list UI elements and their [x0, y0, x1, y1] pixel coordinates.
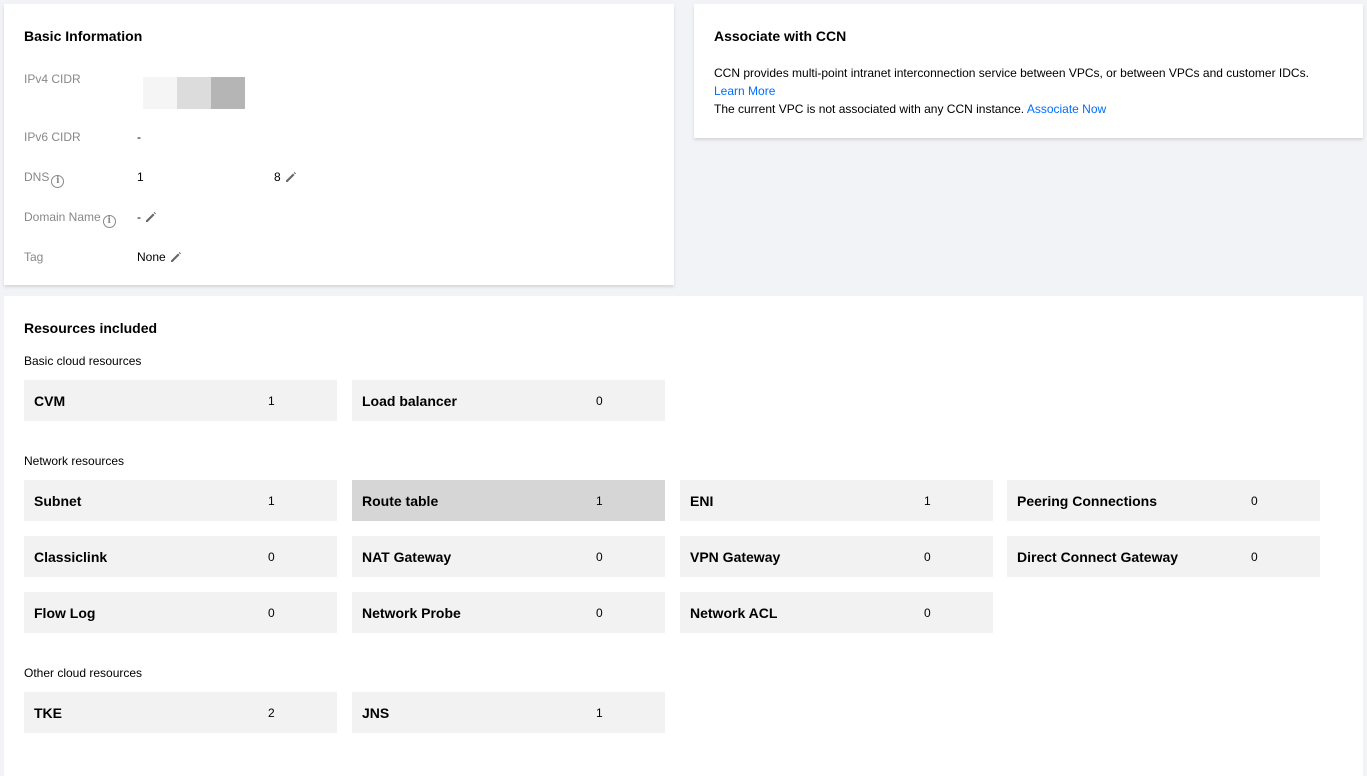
resource-card-classiclink[interactable] [24, 536, 337, 577]
resource-name: Flow Log [34, 605, 96, 621]
resource-count: 1 [596, 494, 603, 508]
resource-name: Peering Connections [1017, 493, 1158, 509]
dns-value-a: 1 [137, 170, 144, 184]
other-cloud-resources-label: Other cloud resources [24, 666, 143, 680]
resource-count: 1 [268, 494, 275, 508]
resource-card-cvm[interactable] [24, 380, 337, 421]
ipv6-cidr-label: IPv6 CIDR [24, 130, 81, 144]
network-resources-label: Network resources [24, 454, 125, 468]
resource-card-route-table[interactable] [352, 480, 665, 521]
basic-information-title: Basic Information [24, 28, 143, 44]
dns-label-group [24, 170, 64, 188]
domain-name-label: Domain Name [24, 210, 101, 224]
resources-included-panel [4, 296, 1363, 776]
resource-card-vpn-gateway[interactable] [680, 536, 993, 577]
resource-name: NAT Gateway [362, 549, 452, 565]
domain-name-label-group [24, 210, 116, 228]
resource-count: 0 [596, 394, 603, 408]
resource-name: Network ACL [690, 605, 778, 621]
domain-name-value: - [137, 210, 141, 224]
resource-card-load-balancer[interactable] [352, 380, 665, 421]
basic-cloud-resources-label: Basic cloud resources [24, 354, 142, 368]
resource-count: 0 [268, 606, 275, 620]
resource-name: Subnet [34, 493, 82, 509]
domain-name-value-group [137, 210, 158, 224]
resource-count: 1 [924, 494, 931, 508]
basic-information-panel [4, 4, 674, 285]
resource-name: CVM [34, 393, 66, 409]
resource-card-peering-connections[interactable] [1007, 480, 1320, 521]
ccn-status-line [714, 102, 1106, 116]
ccn-status-text: The current VPC is not associated with any CCN instance. [714, 102, 1025, 116]
resource-count: 0 [924, 606, 931, 620]
resource-name: ENI [690, 493, 714, 509]
resource-count: 2 [268, 706, 275, 720]
resource-card-network-probe[interactable] [352, 592, 665, 633]
resource-count: 1 [596, 706, 603, 720]
resource-name: Load balancer [362, 393, 457, 409]
domain-name-row [24, 210, 324, 230]
dns-row [24, 170, 324, 190]
resource-card-nat-gateway[interactable] [352, 536, 665, 577]
info-circle-icon[interactable]: i [51, 175, 64, 188]
resource-card-network-acl[interactable] [680, 592, 993, 633]
resource-card-jns[interactable] [352, 692, 665, 733]
resource-count: 0 [924, 550, 931, 564]
associate-ccn-panel [694, 4, 1363, 138]
resource-name: Classiclink [34, 549, 108, 565]
pencil-icon[interactable] [169, 250, 183, 264]
tag-row [24, 250, 324, 270]
tag-value-group [137, 250, 183, 264]
dns-value-group [274, 170, 298, 184]
resource-count: 0 [1251, 494, 1258, 508]
ccn-description: CCN provides multi-point intranet interconnection service between VPCs, or between VPCs and customer IDCs. [714, 66, 1309, 80]
ipv4-cidr-label: IPv4 CIDR [24, 72, 81, 86]
resource-card-tke[interactable] [24, 692, 337, 733]
pencil-icon[interactable] [284, 170, 298, 184]
dns-value-b: 8 [274, 170, 281, 184]
info-circle-icon[interactable]: i [103, 215, 116, 228]
resource-card-direct-connect-gateway[interactable] [1007, 536, 1320, 577]
associate-ccn-title: Associate with CCN [714, 28, 847, 44]
resources-included-title: Resources included [24, 320, 158, 336]
tag-label: Tag [24, 250, 44, 264]
resource-count: 0 [596, 606, 603, 620]
resource-name: JNS [362, 705, 390, 721]
resource-count: 1 [268, 394, 275, 408]
ipv6-cidr-value: - [137, 130, 141, 144]
resource-card-subnet[interactable] [24, 480, 337, 521]
resource-card-eni[interactable] [680, 480, 993, 521]
pencil-icon[interactable] [144, 210, 158, 224]
tag-value: None [137, 250, 166, 264]
resource-count: 0 [268, 550, 275, 564]
resource-count: 0 [596, 550, 603, 564]
resource-name: Direct Connect Gateway [1017, 549, 1179, 565]
resource-name: Route table [362, 493, 439, 509]
resource-name: VPN Gateway [690, 549, 781, 565]
associate-now-link[interactable]: Associate Now [1026, 102, 1107, 116]
dns-label: DNS [24, 170, 50, 184]
resource-name: Network Probe [362, 605, 461, 621]
resource-count: 0 [1251, 550, 1258, 564]
resource-name: TKE [34, 705, 62, 721]
learn-more-link[interactable]: Learn More [714, 84, 776, 98]
resource-card-flow-log[interactable] [24, 592, 337, 633]
